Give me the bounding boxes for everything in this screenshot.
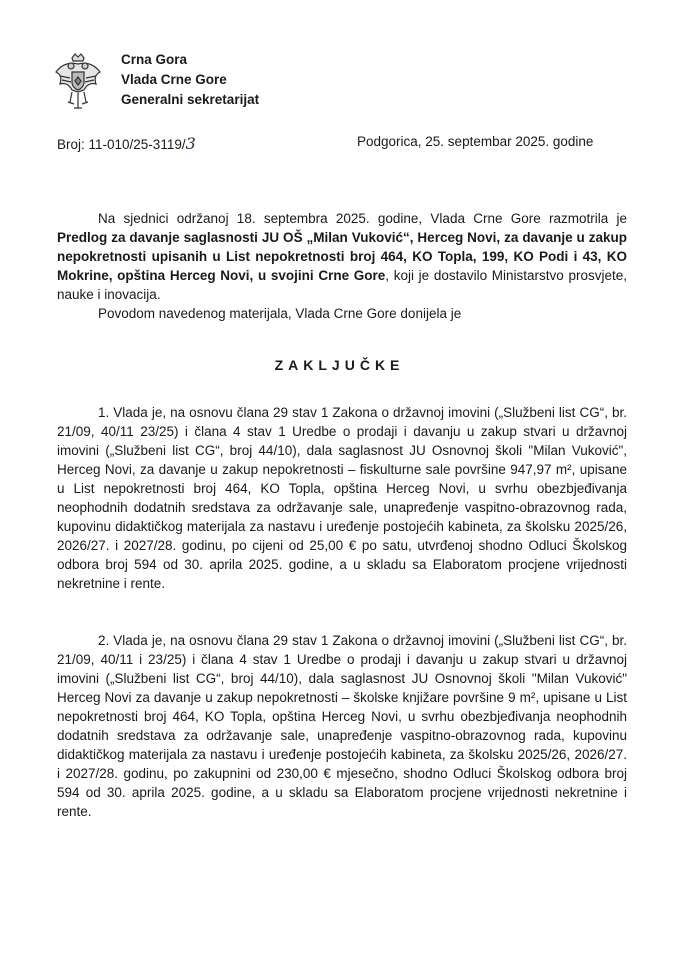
intro-text-2: , koji je dostavilo Ministarstvo prosvjete, nauke i inovacija. xyxy=(57,268,627,302)
povodom-paragraph: Povodom navedenog materijala, Vlada Crne Gore donijela je xyxy=(98,306,462,321)
reference-number-text: Broj: 11-010/25-3119/ xyxy=(57,137,186,152)
intro-section xyxy=(57,209,627,323)
conclusions-heading: ZAKLJUČKE xyxy=(274,357,405,373)
country-name: Crna Gora xyxy=(121,52,188,67)
intro-subject: Predlog za davanje saglasnosti JU OŠ „Milan Vuković“, Herceg Novi, za davanje u zakup nepokretnosti upisanih u List nepokretnosti broj 464, KO Topla, 199, KO Podi i 43, KO Mokrine, opština Herceg Novi, u svojini Crne Gore xyxy=(57,230,627,283)
government-name: Vlada Crne Gore xyxy=(121,72,227,87)
handwritten-number: 3 xyxy=(185,134,196,153)
issuer-header xyxy=(121,50,259,110)
reference-number xyxy=(57,134,196,153)
conclusion-item: 1. Vlada je, na osnovu člana 29 stav 1 Zakona o državnoj imovini („Službeni list CG“, br. 21/09, 40/11 23/25) i člana 4 stav 1 Uredbe o prodaji i davanju u zakup stvari u državnoj imovini („Službeni list CG“, broj 44/10), dala saglasnost JU Osnovnoj školi "Milan Vuković", Herceg Novi, za davanje u zakup nepokretnosti – fiskulturne sale površine 947,97 m², upisane u List nepokretnosti broj 464, KO Topla, opština Herceg Novi, u svrhu obezbjeđivanja neophodnih dodatnih sredstava za održavanje sale, unapređenje vaspitno-obrazovnog rada, kupovinu didaktičkog materijala za nastavu i uređenje postojećih kabineta, za školsku 2025/26, 2026/27. i 2027/28. godinu, po cijeni od 25,00 € po satu, utvrđenoj shodno Odluci Školskog odbora broj 594 od 30. aprila 2025. godine, a u skladu sa Elaboratom procjene vrijednosti nekretnine i rente. xyxy=(57,405,627,591)
intro-paragraph xyxy=(57,209,627,304)
coat-of-arms-icon xyxy=(52,52,104,112)
intro-text-1: Na sjednici održanoj 18. septembra 2025. godine, Vlada Crne Gore razmotrila je xyxy=(98,211,627,226)
office-name: Generalni sekretarijat xyxy=(121,92,260,107)
place-date: Podgorica, 25. septembar 2025. godine xyxy=(357,134,594,149)
conclusion-item: 2. Vlada je, na osnovu člana 29 stav 1 Zakona o državnoj imovini („Službeni list CG“, br. 21/09, 40/11 i 23/25) i člana 4 stav 1 Uredbe o prodaji i davanju u zakup stvari u državnoj imovini („Službeni list CG“, broj 44/10), dala saglasnost JU Osnovnoj školi "Milan Vuković" Herceg Novi za davanje u zakup nepokretnosti – školske knjižare površine 9 m², upisane u List nepokretnosti broj 464, KO Topla, opština Herceg Novi, u svrhu obezbjeđivanja neophodnih dodatnih sredstava za održavanje sale, unapređenje vaspitno-obrazovnog rada, kupovinu didaktičkog materijala za nastavu i uređenje postojećih kabineta, za školsku 2025/26, 2026/27. i 2027/28. godinu, po zakupnini od 230,00 € mjesečno, shodno Odluci Školskog odbora broj 594 od 30. aprila 2025. godine, a u skladu sa Elaboratom procjene vrijednosti nekretnine i rente. xyxy=(57,633,627,819)
